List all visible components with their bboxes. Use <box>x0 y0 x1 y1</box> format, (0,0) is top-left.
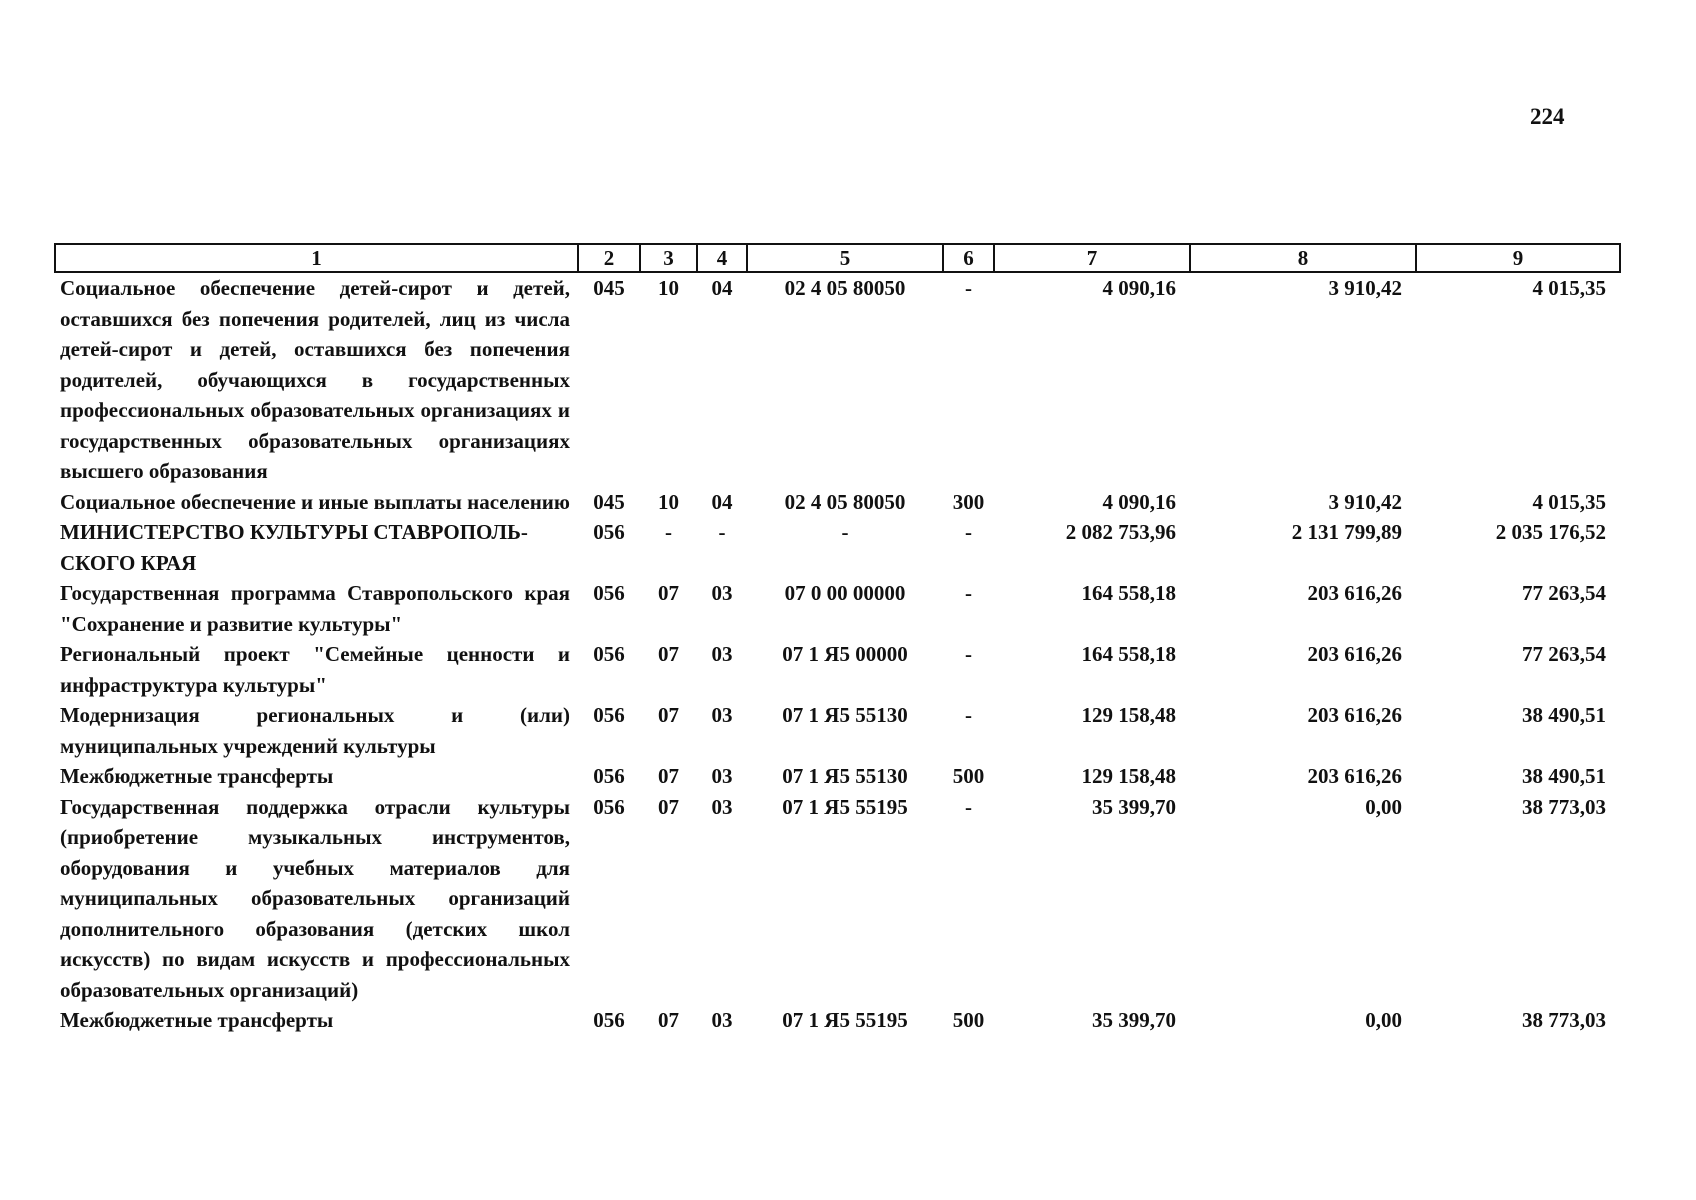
section-code: 07 <box>658 794 679 819</box>
target-article-code: 07 1 Я5 00000 <box>782 642 908 666</box>
subsection-code: 04 <box>711 276 733 300</box>
expense-type-code: 500 <box>952 1008 985 1032</box>
amount-col-8: 3 910,42 <box>1328 276 1402 300</box>
expense-type-code: - <box>965 703 972 727</box>
section-code: 07 <box>658 1008 679 1032</box>
amount-col-9: 38 490,51 <box>1522 703 1606 727</box>
amount-col-7: 2 082 753,96 <box>1065 520 1176 544</box>
target-article-code: 02 4 05 80050 <box>784 489 906 514</box>
column-header: 1 <box>55 244 578 272</box>
row-name: Государственная программа Ставропольского края "Сохранение и развитие культуры" <box>60 581 570 636</box>
section-code: 07 <box>658 642 679 666</box>
target-article-code: 07 0 00 00000 <box>784 581 906 605</box>
section-code: 07 <box>658 581 679 605</box>
amount-col-7: 129 158,48 <box>1081 703 1176 727</box>
amount-col-8: 0,00 <box>1365 1008 1402 1032</box>
subsection-code: 03 <box>711 1008 733 1032</box>
amount-col-8: 203 616,26 <box>1307 642 1402 666</box>
amount-col-7: 164 558,18 <box>1081 581 1176 605</box>
amount-col-9: 77 263,54 <box>1522 642 1606 666</box>
page-number: 224 <box>1530 104 1565 129</box>
amount-col-8: 3 910,42 <box>1328 489 1402 514</box>
target-article-code: 07 1 Я5 55195 <box>782 794 908 819</box>
column-header: 4 <box>697 244 747 272</box>
target-article-code: - <box>841 520 849 544</box>
amount-col-7: 4 090,16 <box>1102 276 1176 300</box>
department-code: 045 <box>593 489 625 514</box>
column-header: 7 <box>994 244 1190 272</box>
section-code: 07 <box>658 703 679 727</box>
table-header-row <box>55 244 1620 272</box>
subsection-code: 03 <box>711 764 733 788</box>
amount-col-9: 38 490,51 <box>1522 764 1606 788</box>
table-row <box>55 272 1620 487</box>
amount-col-8: 0,00 <box>1365 794 1402 819</box>
row-name: Межбюджетные трансферты <box>60 764 334 788</box>
amount-col-7: 129 158,48 <box>1081 764 1176 788</box>
table-row <box>55 761 1620 792</box>
expense-type-code: - <box>965 276 972 300</box>
table-row <box>55 487 1620 518</box>
department-code: 056 <box>593 581 625 605</box>
amount-col-8: 203 616,26 <box>1307 764 1402 788</box>
table-row <box>55 700 1620 761</box>
amount-col-7: 35 399,70 <box>1092 1008 1176 1032</box>
table-row <box>55 1005 1620 1036</box>
section-code: 07 <box>658 764 679 788</box>
amount-col-8: 2 131 799,89 <box>1291 520 1402 544</box>
table-row <box>55 792 1620 1006</box>
row-name: Модернизация региональных и (или) муниципальных учреждений культуры <box>60 703 570 758</box>
department-code: 045 <box>593 276 625 300</box>
column-header: 8 <box>1190 244 1416 272</box>
table-row <box>55 578 1620 639</box>
row-name: Межбюджетные трансферты <box>60 1008 334 1032</box>
target-article-code: 07 1 Я5 55130 <box>782 764 908 788</box>
amount-col-8: 203 616,26 <box>1307 703 1402 727</box>
amount-col-9: 38 773,03 <box>1522 1008 1606 1032</box>
amount-col-7: 4 090,16 <box>1102 489 1176 514</box>
expense-type-code: 500 <box>952 764 985 788</box>
subsection-code: 03 <box>711 642 733 666</box>
row-name: Социальное обеспечение детей-сирот и детей, оставшихся без попечения родителей, лиц из числа детей-сирот и детей, оставшихся без попечения родителей, обучающихся в государственных профессиональных образовательных организациях и государственных образовательных организациях высшего образования <box>60 276 570 483</box>
row-name: МИНИСТЕРСТВО КУЛЬТУРЫ СТАВРОПОЛЬ-СКОГО КРАЯ <box>60 520 528 575</box>
section-code: 10 <box>658 276 679 300</box>
amount-col-7: 35 399,70 <box>1092 794 1176 819</box>
column-header: 9 <box>1416 244 1620 272</box>
amount-col-9: 77 263,54 <box>1522 581 1606 605</box>
expense-type-code: - <box>965 642 972 666</box>
amount-col-9: 2 035 176,52 <box>1495 520 1606 544</box>
target-article-code: 07 1 Я5 55195 <box>782 1008 908 1032</box>
column-header: 6 <box>943 244 994 272</box>
amount-col-9: 4 015,35 <box>1532 489 1606 514</box>
department-code: 056 <box>593 1008 625 1032</box>
subsection-code: 03 <box>711 794 733 819</box>
row-name: Социальное обеспечение и иные выплаты населению <box>60 489 570 514</box>
table-row <box>55 639 1620 700</box>
department-code: 056 <box>593 520 625 544</box>
subsection-code: 04 <box>711 489 733 514</box>
subsection-code: 03 <box>711 581 733 605</box>
expense-type-code: 300 <box>952 489 985 514</box>
amount-col-9: 4 015,35 <box>1532 276 1606 300</box>
row-name: Государственная поддержка отрасли культуры (приобретение музыкальных инструментов, оборудования и учебных материалов для муниципальных образовательных организаций дополнительного образования (детских школ искусств) по видам искусств и профессиональных образовательных организаций) <box>60 794 570 1002</box>
row-name: Региональный проект "Семейные ценности и инфраструктура культуры" <box>60 642 570 697</box>
subsection-code: - <box>718 520 726 544</box>
expense-type-code: - <box>965 794 972 819</box>
target-article-code: 07 1 Я5 55130 <box>782 703 908 727</box>
amount-col-7: 164 558,18 <box>1081 642 1176 666</box>
department-code: 056 <box>593 764 625 788</box>
expense-type-code: - <box>965 520 972 544</box>
department-code: 056 <box>593 642 625 666</box>
target-article-code: 02 4 05 80050 <box>784 276 906 300</box>
column-header: 5 <box>747 244 943 272</box>
section-code: - <box>665 520 672 544</box>
column-header: 2 <box>578 244 640 272</box>
amount-col-8: 203 616,26 <box>1307 581 1402 605</box>
expense-type-code: - <box>965 581 972 605</box>
department-code: 056 <box>593 794 625 819</box>
department-code: 056 <box>593 703 625 727</box>
amount-col-9: 38 773,03 <box>1522 794 1606 819</box>
subsection-code: 03 <box>711 703 733 727</box>
section-code: 10 <box>658 489 679 514</box>
budget-table <box>54 243 1621 1036</box>
table-row <box>55 517 1620 578</box>
column-header: 3 <box>640 244 697 272</box>
